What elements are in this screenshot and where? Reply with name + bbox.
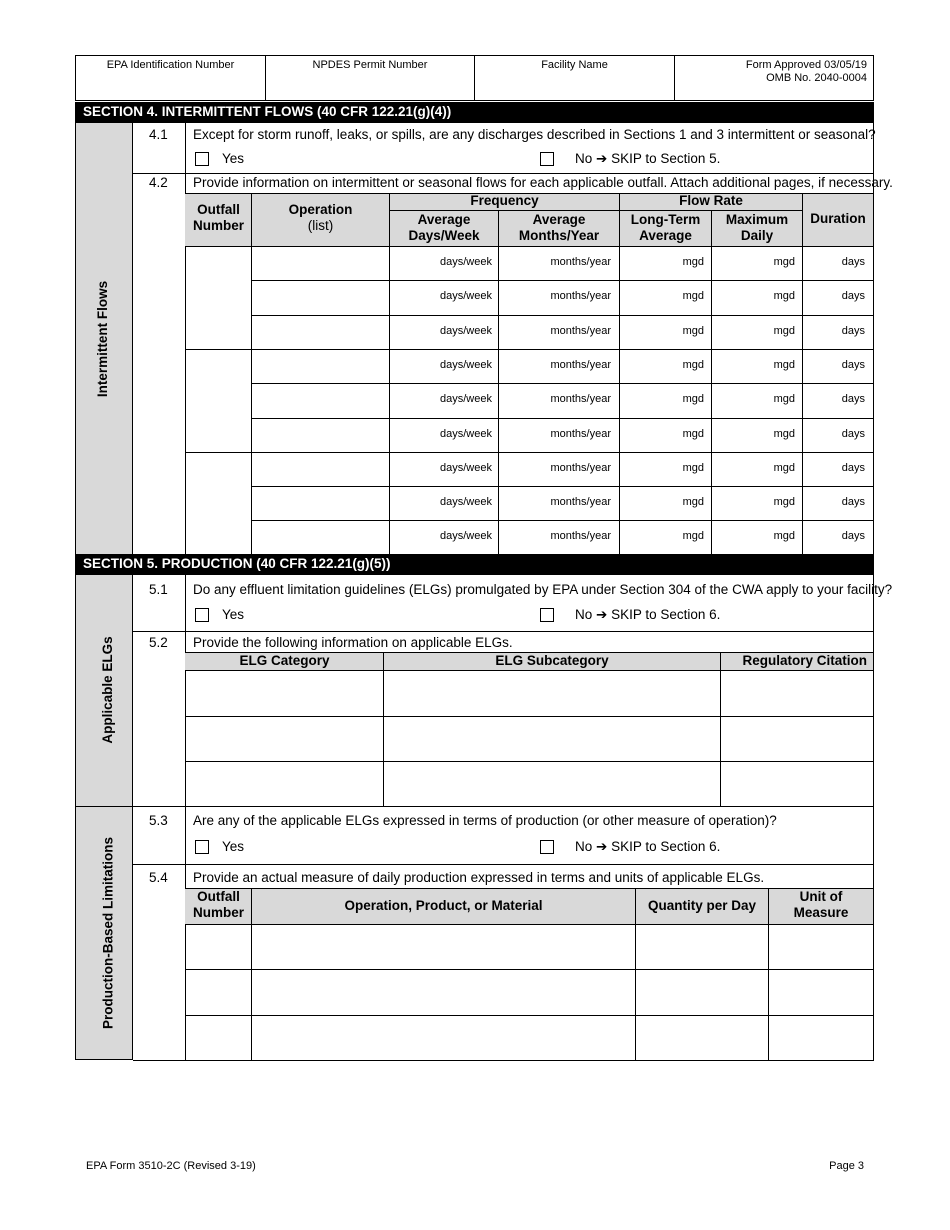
avg-months-year-cell[interactable]: months/year — [550, 496, 611, 509]
long-term-average-cell[interactable]: mgd — [682, 324, 704, 337]
q51-yes-label: Yes — [222, 607, 245, 622]
avg-months-year-cell[interactable]: months/year — [550, 427, 611, 440]
arrow-right-icon: ➔ — [596, 839, 608, 854]
q41-text: Except for storm runoff, leaks, or spills, are any discharges described in Sections 1 and 3 intermittent or seasonal? — [193, 127, 876, 142]
q42-text: Provide information on intermittent or seasonal flows for each applicable outfall. Attach additional pages, if necessary. — [193, 175, 893, 190]
duration-cell[interactable]: days — [841, 290, 865, 303]
elg-category-cell[interactable] — [186, 762, 383, 806]
elg-category-cell[interactable] — [186, 671, 383, 716]
duration-cell[interactable]: days — [841, 256, 865, 268]
divider — [133, 864, 874, 865]
col-unit-of-measure — [769, 889, 873, 921]
maximum-daily-cell[interactable]: mgd — [773, 358, 795, 371]
prod-unit-cell[interactable] — [769, 925, 873, 969]
col-longterm-line1: Long-Term — [630, 212, 701, 227]
prod-unit-cell[interactable] — [769, 970, 873, 1015]
col-prod-outfall-line2: Number — [192, 905, 244, 920]
group-flow-rate: Flow Rate — [679, 193, 743, 208]
duration-cell[interactable]: days — [841, 393, 865, 406]
divider — [133, 1060, 874, 1061]
col-prod-outfall-number — [186, 889, 251, 921]
elg-citation-cell[interactable] — [721, 762, 873, 806]
q52-text: Provide the following information on applicable ELGs. — [193, 635, 513, 650]
maximum-daily-cell[interactable]: mgd — [773, 324, 795, 337]
col-operation — [252, 202, 389, 234]
prod-outfall-cell[interactable] — [186, 970, 251, 1015]
form-id-footer: EPA Form 3510-2C (Revised 3-19) — [86, 1160, 256, 1172]
col-unit-line2: Measure — [793, 905, 849, 920]
prod-quantity-cell[interactable] — [636, 1016, 768, 1060]
q53-skip-text: SKIP to Section 6. — [611, 839, 721, 854]
operation-cell[interactable] — [252, 384, 389, 417]
duration-cell[interactable]: days — [841, 496, 865, 509]
maximum-daily-cell[interactable]: mgd — [773, 530, 795, 543]
arrow-right-icon: ➔ — [596, 151, 608, 166]
form-approval-info — [676, 59, 867, 85]
divider — [133, 631, 874, 632]
q54-text: Provide an actual measure of daily production expressed in terms and units of applicable ELGs. — [193, 870, 765, 885]
operation-cell[interactable] — [252, 521, 389, 554]
duration-cell[interactable]: days — [841, 358, 865, 371]
col-unit-line1: Unit of — [799, 889, 843, 904]
elg-citation-cell[interactable] — [721, 717, 873, 761]
q51-no-checkbox[interactable] — [540, 608, 554, 622]
q42-number: 4.2 — [149, 175, 168, 190]
col-longterm-line2: Average — [639, 228, 692, 243]
col-outfall-number — [186, 202, 251, 234]
divider — [389, 210, 802, 211]
q41-no-label: No — [575, 151, 593, 166]
avg-days-week-cell[interactable]: days/week — [440, 530, 492, 543]
production-based-limitations-label: Production-Based Limitations — [100, 837, 116, 1030]
section4-title: SECTION 4. INTERMITTENT FLOWS (40 CFR 122.21(g)(4)) — [75, 102, 874, 123]
epa-id-field[interactable] — [76, 56, 266, 100]
col-outfall-line1: Outfall — [197, 202, 240, 217]
avg-days-week-cell[interactable]: days/week — [440, 256, 492, 268]
long-term-average-cell[interactable]: mgd — [682, 393, 704, 406]
q41-yes-label: Yes — [222, 151, 245, 166]
col-maximum-daily — [712, 212, 802, 244]
col-elg-subcategory: ELG Subcategory — [495, 653, 609, 668]
operation-cell[interactable] — [252, 316, 389, 349]
col-avg-months-line2: Months/Year — [518, 228, 600, 243]
avg-days-week-cell[interactable]: days/week — [440, 290, 492, 303]
divider — [75, 806, 133, 807]
intermittent-flows-label: Intermittent Flows — [95, 280, 110, 398]
col-avg-days-line2: Days/Week — [408, 228, 480, 243]
col-maxdaily-line1: Maximum — [725, 212, 789, 227]
avg-months-year-cell[interactable]: months/year — [550, 256, 611, 268]
col-outfall-line2: Number — [192, 218, 244, 233]
col-duration: Duration — [810, 211, 866, 226]
avg-days-week-cell[interactable]: days/week — [440, 427, 492, 440]
duration-cell[interactable]: days — [841, 461, 865, 474]
prod-quantity-cell[interactable] — [636, 925, 768, 969]
long-term-average-cell[interactable]: mgd — [682, 256, 704, 268]
prod-quantity-cell[interactable] — [636, 970, 768, 1015]
arrow-right-icon: ➔ — [596, 607, 608, 622]
q41-no-option — [575, 151, 720, 167]
q41-no-checkbox[interactable] — [540, 152, 554, 166]
maximum-daily-cell[interactable]: mgd — [773, 393, 795, 406]
q52-number: 5.2 — [149, 635, 168, 650]
npdes-permit-field[interactable] — [266, 56, 475, 100]
outfall-number-cell[interactable] — [186, 453, 251, 555]
col-avg-months-line1: Average — [532, 212, 586, 227]
q53-number: 5.3 — [149, 813, 168, 828]
maximum-daily-cell[interactable]: mgd — [773, 461, 795, 474]
long-term-average-cell[interactable]: mgd — [682, 358, 704, 371]
col-operation-product-material: Operation, Product, or Material — [344, 898, 543, 913]
col-elg-category: ELG Category — [239, 653, 330, 668]
long-term-average-cell[interactable]: mgd — [682, 496, 704, 509]
operation-cell[interactable] — [252, 281, 389, 314]
page-number: Page 3 — [829, 1160, 864, 1172]
col-operation-line1: Operation — [288, 202, 353, 217]
prod-operation-cell[interactable] — [252, 1016, 635, 1060]
avg-months-year-cell[interactable]: months/year — [550, 290, 611, 303]
form-approved-text: Form Approved 03/05/19 — [745, 59, 867, 71]
prod-outfall-cell[interactable] — [186, 925, 251, 969]
q54-number: 5.4 — [149, 870, 168, 885]
group-frequency: Frequency — [470, 193, 539, 208]
operation-cell[interactable] — [252, 419, 389, 452]
duration-cell[interactable]: days — [841, 427, 865, 440]
q51-number: 5.1 — [149, 582, 168, 597]
elg-category-cell[interactable] — [186, 717, 383, 761]
section5-title: SECTION 5. PRODUCTION (40 CFR 122.21(g)(5)) — [75, 554, 874, 575]
avg-days-week-cell[interactable]: days/week — [440, 496, 492, 509]
col-operation-sub: (list) — [307, 218, 334, 233]
prod-operation-cell[interactable] — [252, 925, 635, 969]
epa-id-label: EPA Identification Number — [106, 59, 235, 71]
elg-citation-cell[interactable] — [721, 671, 873, 716]
duration-cell[interactable]: days — [841, 324, 865, 337]
avg-days-week-cell[interactable]: days/week — [440, 324, 492, 337]
q51-no-option — [575, 607, 720, 623]
maximum-daily-cell[interactable]: mgd — [773, 427, 795, 440]
avg-days-week-cell[interactable]: days/week — [440, 393, 492, 406]
operation-cell[interactable] — [252, 453, 389, 486]
avg-months-year-cell[interactable]: months/year — [550, 358, 611, 371]
maximum-daily-cell[interactable]: mgd — [773, 256, 795, 268]
maximum-daily-cell[interactable]: mgd — [773, 290, 795, 303]
q53-text: Are any of the applicable ELGs expressed in terms of production (or other measure of operation)? — [193, 813, 777, 828]
outfall-number-cell[interactable] — [186, 247, 251, 349]
q53-no-option — [575, 839, 720, 855]
avg-days-week-cell[interactable]: days/week — [440, 358, 492, 371]
q51-skip-text: SKIP to Section 6. — [611, 607, 721, 622]
prod-unit-cell[interactable] — [769, 1016, 873, 1060]
elg-subcategory-cell[interactable] — [384, 762, 720, 806]
avg-months-year-cell[interactable]: months/year — [550, 461, 611, 474]
q41-number: 4.1 — [149, 127, 168, 142]
avg-months-year-cell[interactable]: months/year — [550, 393, 611, 406]
q53-no-label: No — [575, 839, 593, 854]
divider — [133, 806, 874, 807]
avg-months-year-cell[interactable]: months/year — [550, 324, 611, 337]
omb-number: OMB No. 2040-0004 — [766, 72, 867, 84]
duration-cell[interactable]: days — [841, 530, 865, 543]
q51-text: Do any effluent limitation guidelines (ELGs) promulgated by EPA under Section 304 of the CWA apply to your facility? — [193, 582, 893, 597]
operation-cell[interactable] — [252, 350, 389, 383]
col-avg-months-year — [499, 212, 619, 244]
long-term-average-cell[interactable]: mgd — [682, 461, 704, 474]
operation-cell[interactable] — [252, 487, 389, 520]
q53-yes-checkbox[interactable] — [195, 840, 209, 854]
q41-yes-checkbox[interactable] — [195, 152, 209, 166]
divider — [133, 173, 874, 174]
outfall-number-cell[interactable] — [186, 350, 251, 452]
q41-skip-text: SKIP to Section 5. — [611, 151, 721, 166]
col-quantity-per-day: Quantity per Day — [647, 898, 757, 913]
elg-subcategory-cell[interactable] — [384, 717, 720, 761]
facility-name-field[interactable] — [475, 56, 675, 100]
elg-subcategory-cell[interactable] — [384, 671, 720, 716]
long-term-average-cell[interactable]: mgd — [682, 530, 704, 543]
long-term-average-cell[interactable]: mgd — [682, 427, 704, 440]
q51-no-label: No — [575, 607, 593, 622]
maximum-daily-cell[interactable]: mgd — [773, 496, 795, 509]
applicable-elgs-label: Applicable ELGs — [100, 636, 115, 744]
avg-months-year-cell[interactable]: months/year — [550, 530, 611, 543]
facility-label: Facility Name — [541, 59, 608, 71]
form-header — [75, 55, 874, 101]
divider — [873, 575, 874, 1060]
avg-days-week-cell[interactable]: days/week — [440, 461, 492, 474]
npdes-label: NPDES Permit Number — [312, 59, 428, 71]
col-prod-outfall-line1: Outfall — [197, 889, 240, 904]
prod-operation-cell[interactable] — [252, 970, 635, 1015]
col-long-term-average — [620, 212, 711, 244]
col-maxdaily-line2: Daily — [740, 228, 774, 243]
col-avg-days-week — [390, 212, 498, 244]
col-regulatory-citation: Regulatory Citation — [742, 653, 867, 668]
q53-no-checkbox[interactable] — [540, 840, 554, 854]
q53-yes-label: Yes — [222, 839, 245, 854]
q51-yes-checkbox[interactable] — [195, 608, 209, 622]
col-avg-days-line1: Average — [417, 212, 471, 227]
operation-cell[interactable] — [252, 247, 389, 280]
long-term-average-cell[interactable]: mgd — [682, 290, 704, 303]
prod-outfall-cell[interactable] — [186, 1016, 251, 1060]
